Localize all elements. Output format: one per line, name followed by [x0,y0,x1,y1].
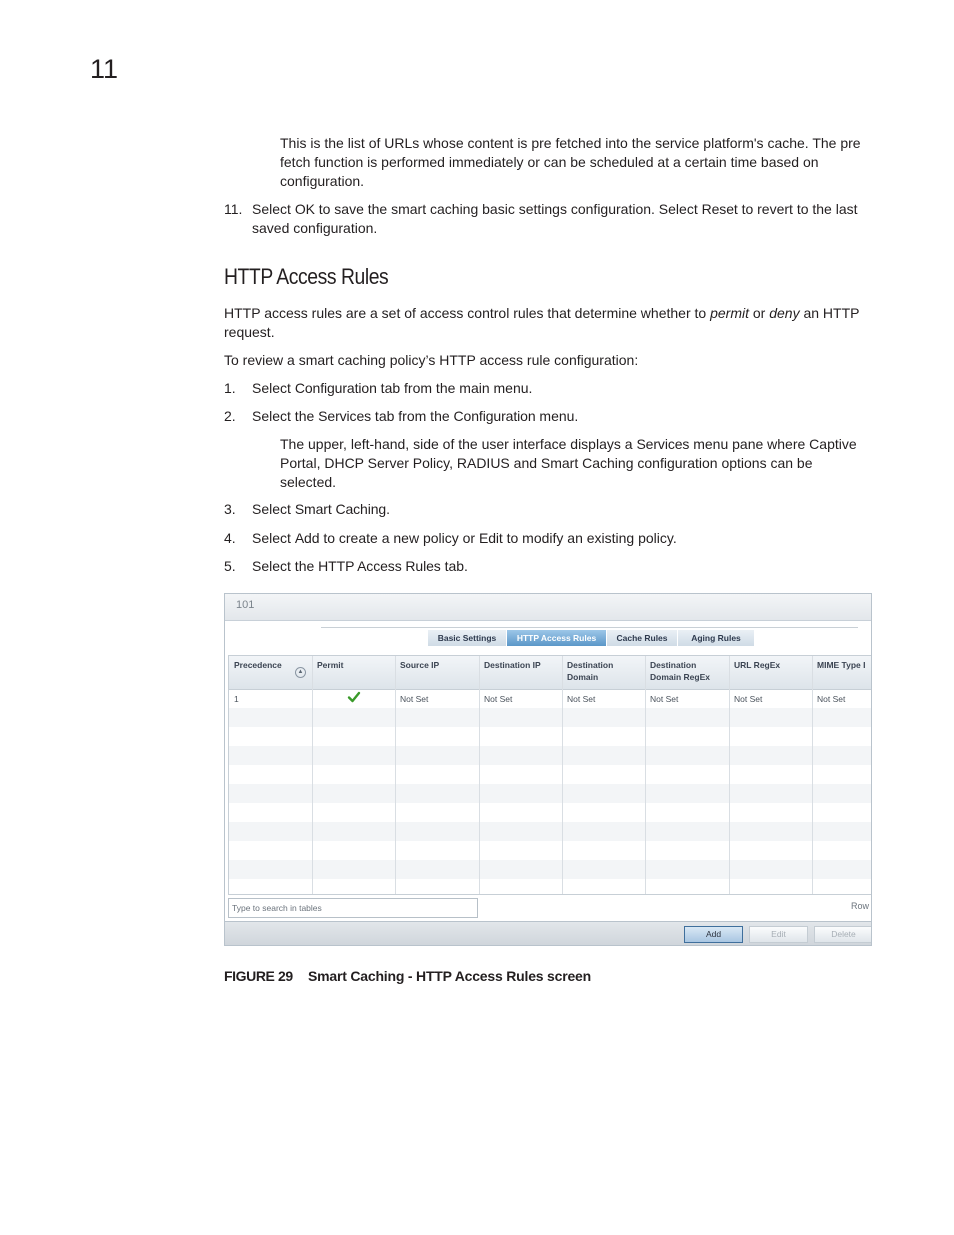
cell-destination-ip: Not Set [484,694,513,704]
step-5-text [252,557,872,576]
step-2-note [280,435,872,492]
p1-deny: deny [769,305,800,321]
ui-term-reset: Reset [701,201,738,217]
s1-t1: Select [252,380,295,396]
step-4-number: 4. [224,530,236,546]
p1-t1: HTTP access rules are a set of access control rules that determine whether to [224,305,711,321]
s4-ui2: Edit [478,530,503,546]
figure-caption: Smart Caching - HTTP Access Rules screen [308,968,591,984]
tab-cache-rules[interactable]: Cache Rules [607,630,678,646]
s4-t3: to modify an existing policy. [502,530,677,546]
s3-t2: . [386,501,390,517]
section-intro [224,304,864,342]
column-divider [645,656,646,894]
s2n-t1: The upper, left-hand, side of the user interface displays a [280,436,637,452]
column-divider [812,656,813,894]
table-row-empty [229,860,872,879]
sort-ascending-icon[interactable]: ▲ [295,667,306,678]
s3-ui: Smart Caching [294,501,387,517]
step-5-number: 5. [224,558,236,574]
cell-precedence: 1 [234,694,239,704]
s2-t2: tab from the [371,408,454,424]
table-row-empty [229,822,872,841]
s2-ui1: Services [318,408,372,424]
search-placeholder: Type to search in tables [232,903,322,913]
p1-t3: an HTTP request. [224,305,860,340]
review-paragraph: To review a smart caching policy’s HTTP access rule configuration: [224,352,639,368]
screenshot-figure [224,593,872,946]
column-header-source-ip[interactable]: Source IP [400,660,440,670]
s2n-ui: Services [636,436,690,452]
cell-destination-domain-regex: Not Set [650,694,679,704]
column-header-url-regex[interactable]: URL RegEx [734,660,781,670]
p1-permit: permit [710,305,749,321]
s5-t2: tab. [440,558,468,574]
column-divider [562,656,563,894]
table-search-input[interactable] [228,898,478,918]
step-4-text [252,529,872,548]
chapter-number: 11 [90,54,119,84]
tab-http-access-rules[interactable]: HTTP Access Rules [507,630,607,646]
column-header-permit[interactable]: Permit [317,660,344,670]
column-header-destination-domain[interactable]: Destination Domain [567,660,614,682]
column-divider [395,656,396,894]
intro-paragraph: This is the list of URLs whose content is pre fetched into the service platform's cache. The pre fetch function is performed immediately or can be scheduled at a certain time based on configuration. [280,135,861,189]
edit-button[interactable]: Edit [749,926,808,943]
column-header-destination-domain-regex[interactable]: Destination Domain RegEx [650,660,710,682]
step-11-t2: to save the smart caching basic settings configuration. Select [314,201,702,217]
add-button[interactable]: Add [684,926,743,943]
column-header-destination-ip[interactable]: Destination IP [484,660,541,670]
step-11-t1: Select [252,201,295,217]
rows-count-label: Row [851,901,870,911]
s2n-t2: menu pane where Captive Portal, DHCP Server Policy, RADIUS and Smart Caching configuration options can be selected. [280,436,857,490]
cell-url-regex: Not Set [734,694,763,704]
step-11-number: 11. [224,201,243,217]
rules-table [228,655,872,895]
step-11-t3: to revert to the last saved configuration. [252,201,858,236]
check-icon [347,690,361,704]
section-title: HTTP Access Rules [224,264,389,289]
s4-t2: to create a new policy or [319,530,479,546]
cell-mime-type: Not Set [817,694,846,704]
s4-t1: Select [252,530,295,546]
column-divider [312,656,313,894]
cell-destination-domain: Not Set [567,694,596,704]
table-row-empty [229,784,872,803]
step-1-text [252,379,872,398]
s2-ui2: Configuration [453,408,536,424]
step-2-number: 2. [224,408,236,424]
column-divider [479,656,480,894]
tab-divider [321,627,858,628]
step-3-number: 3. [224,501,236,517]
step-11-text [252,200,872,238]
s3-t1: Select [252,501,295,517]
s4-ui1: Add [294,530,320,546]
tab-basic-settings[interactable]: Basic Settings [428,630,507,646]
s2-t1: Select the [252,408,319,424]
column-header-precedence[interactable]: Precedence [234,660,282,670]
ui-term-ok: OK [294,201,315,217]
action-bar [225,921,871,946]
tab-aging-rules[interactable]: Aging Rules [678,630,755,646]
table-row-empty [229,746,872,765]
cell-source-ip: Not Set [400,694,429,704]
column-header-mime-type[interactable]: MIME Type I [817,660,866,670]
delete-button[interactable]: Delete [814,926,872,943]
s1-ui: Configuration [294,380,377,396]
window-title: 101 [236,599,255,611]
s5-t1: Select the [252,558,319,574]
step-1-number: 1. [224,380,236,396]
step-3-text [252,500,872,519]
table-row-empty [229,708,872,727]
s2-t3: menu. [535,408,579,424]
window-title-bar [225,594,871,621]
s5-ui: HTTP Access Rules [318,558,441,574]
figure-label: FIGURE 29 [224,968,293,984]
column-divider [729,656,730,894]
step-2-text [252,407,872,426]
s1-t2: tab from the main menu. [376,380,533,396]
table-header [229,656,872,690]
p1-t2: or [748,305,770,321]
